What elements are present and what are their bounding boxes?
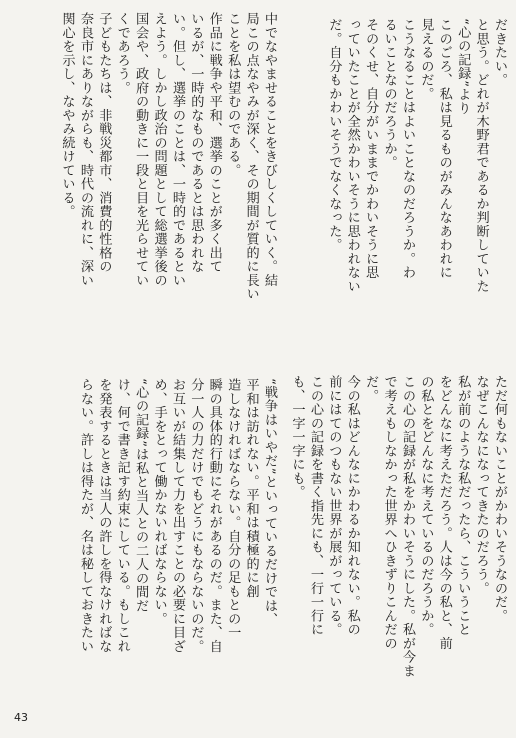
text-column: “戦争はいやだ”といっているだけでは、 [262,378,277,627]
text-column: えよう。しかし政治の問題として総選挙後の [151,12,167,287]
text-column: “心の記録”は私と当人との二人の間だ [133,378,149,613]
text-column: 関心を示し、なやみ続けている。 [59,12,75,219]
text-column: いるが、一時的なものであるとは思われな [188,12,204,274]
text-column: 見えるのだ。 [418,18,434,101]
text-column: ただ何もないことがかわいそうなのだ。 [492,375,507,623]
text-column: 造しなければならない。自分の足もとの一 [225,378,241,640]
text-column: なぜこんなになってきたのだろう。 [473,375,489,595]
text-column: 分一人の力だけでもどうにもならないのだ。 [188,378,204,653]
text-column: お互いが結集して力を出すことの必要に目ざ [169,378,185,653]
lower-left-text-block [77,378,278,658]
text-column: 瞬の具体的行動にそれがあるのだ。また、自 [206,378,222,653]
text-column: 局この点なやみが深く、その期間が質的に長い [243,12,259,301]
text-column: を発表するときは当人の許しを得なければな [96,378,112,653]
upper-right-text-block [286,18,508,348]
text-column: だ。自分もかわいそうでなくなった。 [326,18,342,252]
text-column: 今の私はどんなにかわるか知れない。私の [344,375,360,637]
text-column: め、手をとって働かないればならない。 [151,378,167,626]
text-column: この心の記録を書く指先にも、一行一行に [307,375,323,637]
text-column: 私が前のような私だったら、こういうこと [455,375,471,637]
text-column: 平和は訪れない。平和は積極的に創 [243,378,259,598]
text-column: をどんなに考えただろう。人は今の私と、前 [436,375,452,650]
text-column: “心の記録”より [455,18,471,116]
text-column: と思う。どれが木野君であるか判断していた [473,18,489,293]
page-number: 43 [14,711,28,724]
text-column: らない。許しは得たが、名は秘しておきたい [77,378,93,653]
text-column: の私とをどんなに考えているのだろうか。 [418,375,434,637]
text-column: ことを私は望むのである。 [225,12,241,177]
text-column: るいことなのだろうか。 [381,18,397,170]
text-column: 前にはてのつもない世界が展がっている。 [326,375,342,637]
text-column: 奈良市にありながらも、時代の流れに、深い [77,12,93,287]
upper-left-text-block [56,12,278,340]
text-column: 国会や、政府の動きに一段と目を光らせてい [133,12,149,287]
text-column: だ。 [363,375,379,403]
text-column: も、一字一字にも。 [289,375,305,499]
text-column: で考えもしなかった世界へひきずりこんだの [381,375,397,650]
text-column: だきたい。 [492,18,507,87]
text-column: 子どもたちは、非戦災都市、消費的性格の [96,12,112,274]
text-column: 中でなやませることをきびしくしていく。結 [262,12,277,287]
text-column: け、何で書き記す約束にしている。もしこれ [114,378,130,653]
text-column: くであろう。 [114,12,130,95]
text-column: こうなることはよいことなのだろうか。わ [399,18,415,280]
text-column: このごろ、私は見るものがみんなあわれに [436,18,452,280]
text-column: い。但し、選挙のことは、一時的であるとい [169,12,185,287]
text-column: 作品に戦争や平和、選挙のことが多く出て [206,12,222,274]
text-column: この心の記録が私をかわいそうにした。私が今ま [399,375,415,678]
text-column: そのくせ、自分がいままでかわいそうに思 [363,18,379,280]
text-column: っていたことが全然かわいそうに思われない [344,18,360,293]
lower-right-text-block [286,375,508,695]
